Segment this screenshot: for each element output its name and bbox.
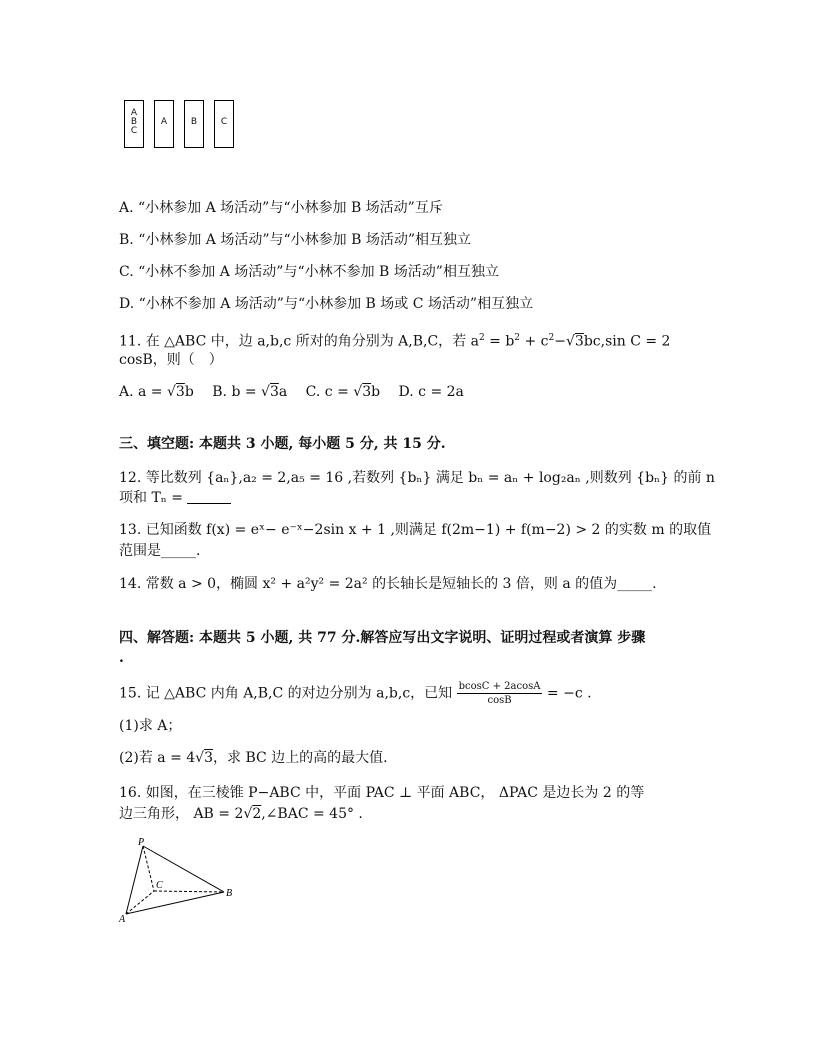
box-c: [214, 100, 234, 148]
edge-ab: [126, 892, 224, 914]
q12-line2: 项和 Tₙ =: [119, 488, 231, 508]
label-p: P: [138, 837, 145, 848]
q15-line1: 15. 记 △ABC 内角 A,B,C 的对边分别为 a,b,c，已知 $\frac{bcosC + 2acosA}{\cos B}$ = −c .: [119, 681, 592, 706]
q12-answer-blank: [187, 489, 231, 504]
box-abc: [124, 100, 144, 148]
q15-fraction: $\frac{bcosC + 2acosA}{\cos B}$: [458, 681, 541, 706]
q16-line1: 16. 如图，在三棱锥 P−ABC 中，平面 PAC ⊥ 平面 ABC， ΔPAC 是边长为 2 的等: [119, 785, 645, 801]
box-c-label: C: [220, 117, 228, 127]
box-a-label: A: [160, 117, 168, 127]
edge-pa: [126, 846, 143, 914]
q11-line2: cosB，则（ ）: [119, 352, 223, 368]
label-b: B: [226, 888, 233, 899]
q13-line2: 范围是_____.: [119, 543, 201, 559]
q11-line1: 11. 在 △ABC 中，边 a,b,c 所对的角分别为 A,B,C，若 $a^2 = b^2 + c^2-√3bc,\sin$ C = 2: [119, 333, 671, 350]
q10-option-b: B. “小林参加 A 场活动”与“小林参加 B 场活动”相互独立: [119, 232, 472, 248]
edge-cb: [154, 891, 224, 892]
q14: 14. 常数 a > 0，椭圆 x² + a²y² = 2a² 的长轴长是短轴长的 3 倍，则 a 的值为_____.: [119, 576, 657, 592]
q10-option-d: D. “小林不参加 A 场活动”与“小林参加 B 场或 C 场活动”相互独立: [119, 296, 534, 312]
q10-option-c: C. “小林不参加 A 场活动”与“小林不参加 B 场活动”相互独立: [119, 264, 499, 280]
label-c: C: [156, 880, 163, 891]
box-abc-letter-c: C: [130, 126, 138, 136]
box-abc-letter-a: A: [130, 108, 138, 118]
label-a: A: [119, 914, 126, 925]
q16-line2: 边三角形， AB = 2√2,∠BAC = 45° .: [119, 806, 363, 822]
box-b: [184, 100, 204, 148]
q15-part2: (2)若 a = 4√3，求 BC 边上的高的最大值.: [119, 750, 388, 766]
pyramid-figure: [118, 836, 248, 926]
section-3-heading: 三、填空题: 本题共 3 小题, 每小题 5 分, 共 15 分.: [119, 436, 446, 452]
section-4-heading: 四、解答题: 本题共 5 小题, 共 77 分.解答应写出文字说明、证明过程或者演算 步骤: [119, 630, 646, 646]
box-a: [154, 100, 174, 148]
box-abc-letter-b: B: [130, 117, 138, 127]
answer-boxes-figure: [124, 100, 236, 150]
q13-line1: 13. 已知函数 f(x) = eˣ− e⁻ˣ−2sin x + 1 ,则满足 f(2m−1) + f(m−2) > 2 的实数 m 的取值: [119, 522, 712, 538]
box-b-label: B: [190, 117, 198, 127]
q10-option-a: A. “小林参加 A 场活动”与“小林参加 B 场活动”互斥: [119, 200, 443, 216]
q15-part1: (1)求 A；: [119, 718, 182, 734]
q11-options: A. a = √3b B. b = √3a C. c = √3b D. c = 2a: [119, 384, 464, 400]
section-4-heading-cont: .: [119, 650, 124, 666]
edge-pc: [143, 846, 154, 891]
q12-line1: 12. 等比数列 {aₙ},a₂ = 2,a₅ = 16 ,若数列 {bₙ} 满足 bₙ = aₙ + log₂aₙ ,则数列 {bₙ} 的前 n: [119, 470, 715, 486]
